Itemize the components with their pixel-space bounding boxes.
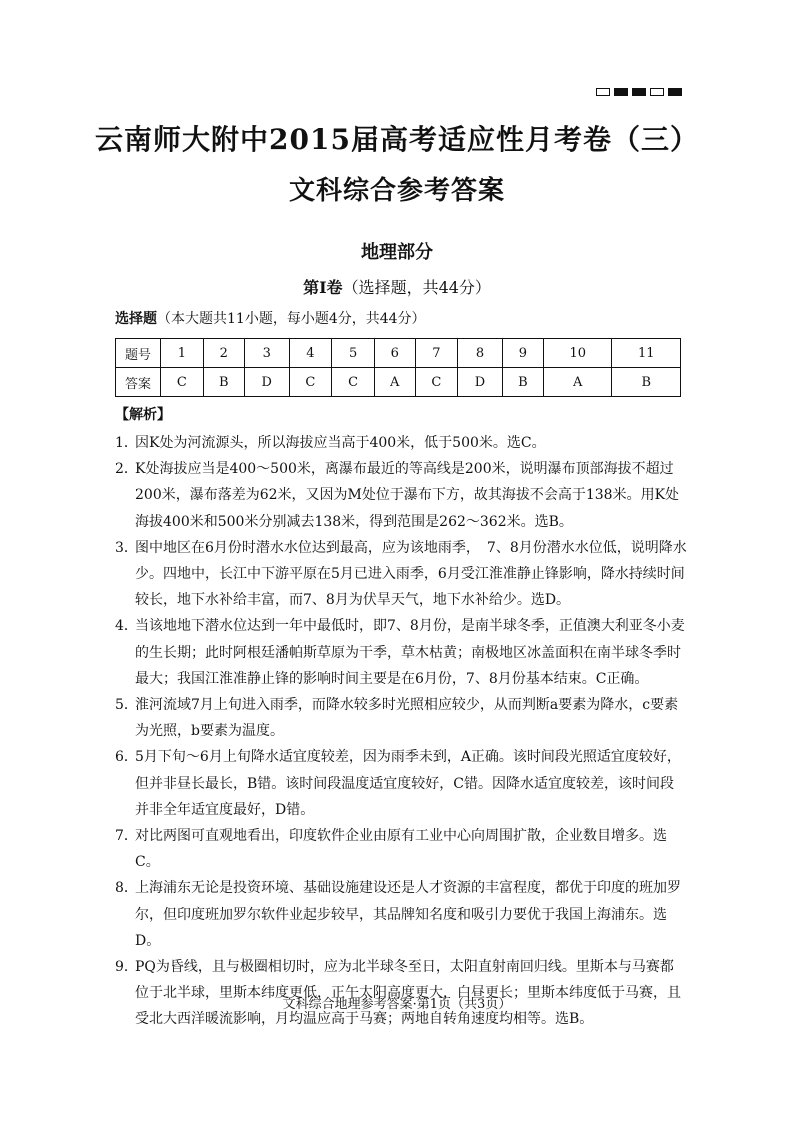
section-title: 地理部分 <box>361 242 433 263</box>
question-number-cell: 6 <box>374 339 415 368</box>
answer-cell: D <box>244 368 289 397</box>
question-number-cell: 1 <box>161 339 204 368</box>
answer-cell: C <box>289 368 332 397</box>
analysis-item <box>115 744 687 823</box>
answer-cell: B <box>612 368 681 397</box>
volume-title-bold: 第Ⅰ卷 <box>303 278 343 297</box>
question-number-cell: 5 <box>332 339 375 368</box>
item-text: 淮河流域7月上旬进入雨季，而降水较多时光照相应较少，从而判断a要素为降水，c要素为光照，b要素为温度。 <box>135 697 679 740</box>
question-number-cell: 2 <box>203 339 244 368</box>
answer-table <box>115 338 681 397</box>
question-number-cell: 8 <box>458 339 503 368</box>
filled-square-mark <box>632 88 646 96</box>
item-number: 6． <box>115 749 138 766</box>
answer-cell: A <box>374 368 415 397</box>
page-footer: 文科综合地理参考答案·第1页（共3页） <box>282 997 512 1012</box>
analysis-item <box>115 875 687 954</box>
outline-square-mark <box>596 88 610 96</box>
intro-bold: 选择题 <box>115 311 157 327</box>
item-number: 8． <box>115 880 138 897</box>
answer-cell: C <box>161 368 204 397</box>
question-number-cell: 11 <box>612 339 681 368</box>
question-number-cell: 10 <box>544 339 612 368</box>
analysis-header: 【解析】 <box>115 407 171 423</box>
question-number-cell: 3 <box>244 339 289 368</box>
item-text: 因K处为河流源头，所以海拔应当高于400米，低于500米。选C。 <box>135 435 546 451</box>
row-label: 题号 <box>116 339 161 368</box>
answer-cell: B <box>502 368 543 397</box>
item-text: 上海浦东无论是投资环境、基础设施建设还是人才资源的丰富程度，都优于印度的班加罗尔，但印度班加罗尔软件业起步较早，其品牌知名度和吸引力要优于我国上海浦东。选D。 <box>135 880 681 949</box>
analysis-list <box>115 430 687 1033</box>
analysis-item <box>115 823 687 875</box>
answer-cell: C <box>415 368 458 397</box>
analysis-item <box>115 692 687 744</box>
item-text: PQ为昏线，且与极圈相切时，应为北半球冬至日，太阳直射南回归线。里斯本与马赛都位于北半球，里斯本纬度更低，正午太阳高度更大，白昼更长；里斯本纬度低于马赛，且受北大西洋暖流影响，月均温应高于马赛；两地自转角速度均相等。选B。 <box>135 959 681 1028</box>
volume-title-rest: （选择题，共44分） <box>342 278 491 297</box>
item-text: 图中地区在6月份时潜水水位达到最高，应为该地雨季， 7、8月份潜水水位低，说明降水少。四地中，长江中下游平原在5月已进入雨季，6月受江淮准静止锋影响，降水持续时间较长，地下水补给丰富，而7、8月为伏旱天气，地下水补给少。选D。 <box>135 539 687 609</box>
answer-row <box>116 368 681 397</box>
question-intro <box>115 308 426 328</box>
analysis-item <box>115 535 687 614</box>
answer-cell: C <box>332 368 375 397</box>
document-title: 云南师大附中2015届高考适应性月考卷（三） <box>95 123 699 156</box>
answer-cell: B <box>203 368 244 397</box>
outline-square-mark <box>650 88 664 96</box>
item-text: 当该地地下潜水位达到一年中最低时，即7、8月份，是南半球冬季，正值澳大利亚冬小麦的生长期；此时阿根廷潘帕斯草原为干季，草木枯黄；南极地区冰盖面积在南半球冬季时最大；我国江淮准静止锋的影响时间主要是在6月份，7、8月份基本结束。C正确。 <box>135 618 685 687</box>
volume-title <box>0 275 794 298</box>
item-number: 9． <box>115 959 138 976</box>
question-number-cell: 4 <box>289 339 332 368</box>
item-number: 3． <box>115 539 138 556</box>
analysis-item <box>115 613 687 692</box>
analysis-item <box>115 430 687 456</box>
item-number: 4． <box>115 618 138 635</box>
item-text: 5月下旬～6月上旬降水适宜度较差，因为雨季未到，A正确。该时间段光照适宜度较好，但并非昼长最长，B错。该时间段温度适宜度较好，C错。因降水适宜度较差，该时间段并非全年适宜度最好，D错。 <box>135 749 681 818</box>
question-number-cell: 7 <box>415 339 458 368</box>
analysis-item <box>115 456 687 535</box>
item-number: 5． <box>115 697 138 714</box>
item-text: 对比两图可直观地看出，印度软件企业由原有工业中心向周围扩散，企业数目增多。选C。 <box>135 828 667 871</box>
corner-marks <box>596 88 682 96</box>
question-number-cell: 9 <box>502 339 543 368</box>
row-label: 答案 <box>116 368 161 397</box>
item-number: 1． <box>115 435 138 451</box>
filled-square-mark <box>668 88 682 96</box>
item-number: 7． <box>115 828 138 845</box>
answer-cell: D <box>458 368 503 397</box>
item-text: K处海拔应当是400～500米，离瀑布最近的等高线是200米，说明瀑布顶部海拔不超过200米，瀑布落差为62米，又因为M处位于瀑布下方，故其海拔不会高于138米。用K处海拔400米和500米分别减去138米，得到范围是262～362米。选B。 <box>135 461 680 530</box>
intro-rest: （本大题共11小题，每小题4分，共44分） <box>157 311 426 327</box>
document-subtitle: 文科综合参考答案 <box>288 176 505 206</box>
filled-square-mark <box>614 88 628 96</box>
item-number: 2． <box>115 461 138 478</box>
answer-cell: A <box>544 368 612 397</box>
question-number-row <box>116 339 681 368</box>
